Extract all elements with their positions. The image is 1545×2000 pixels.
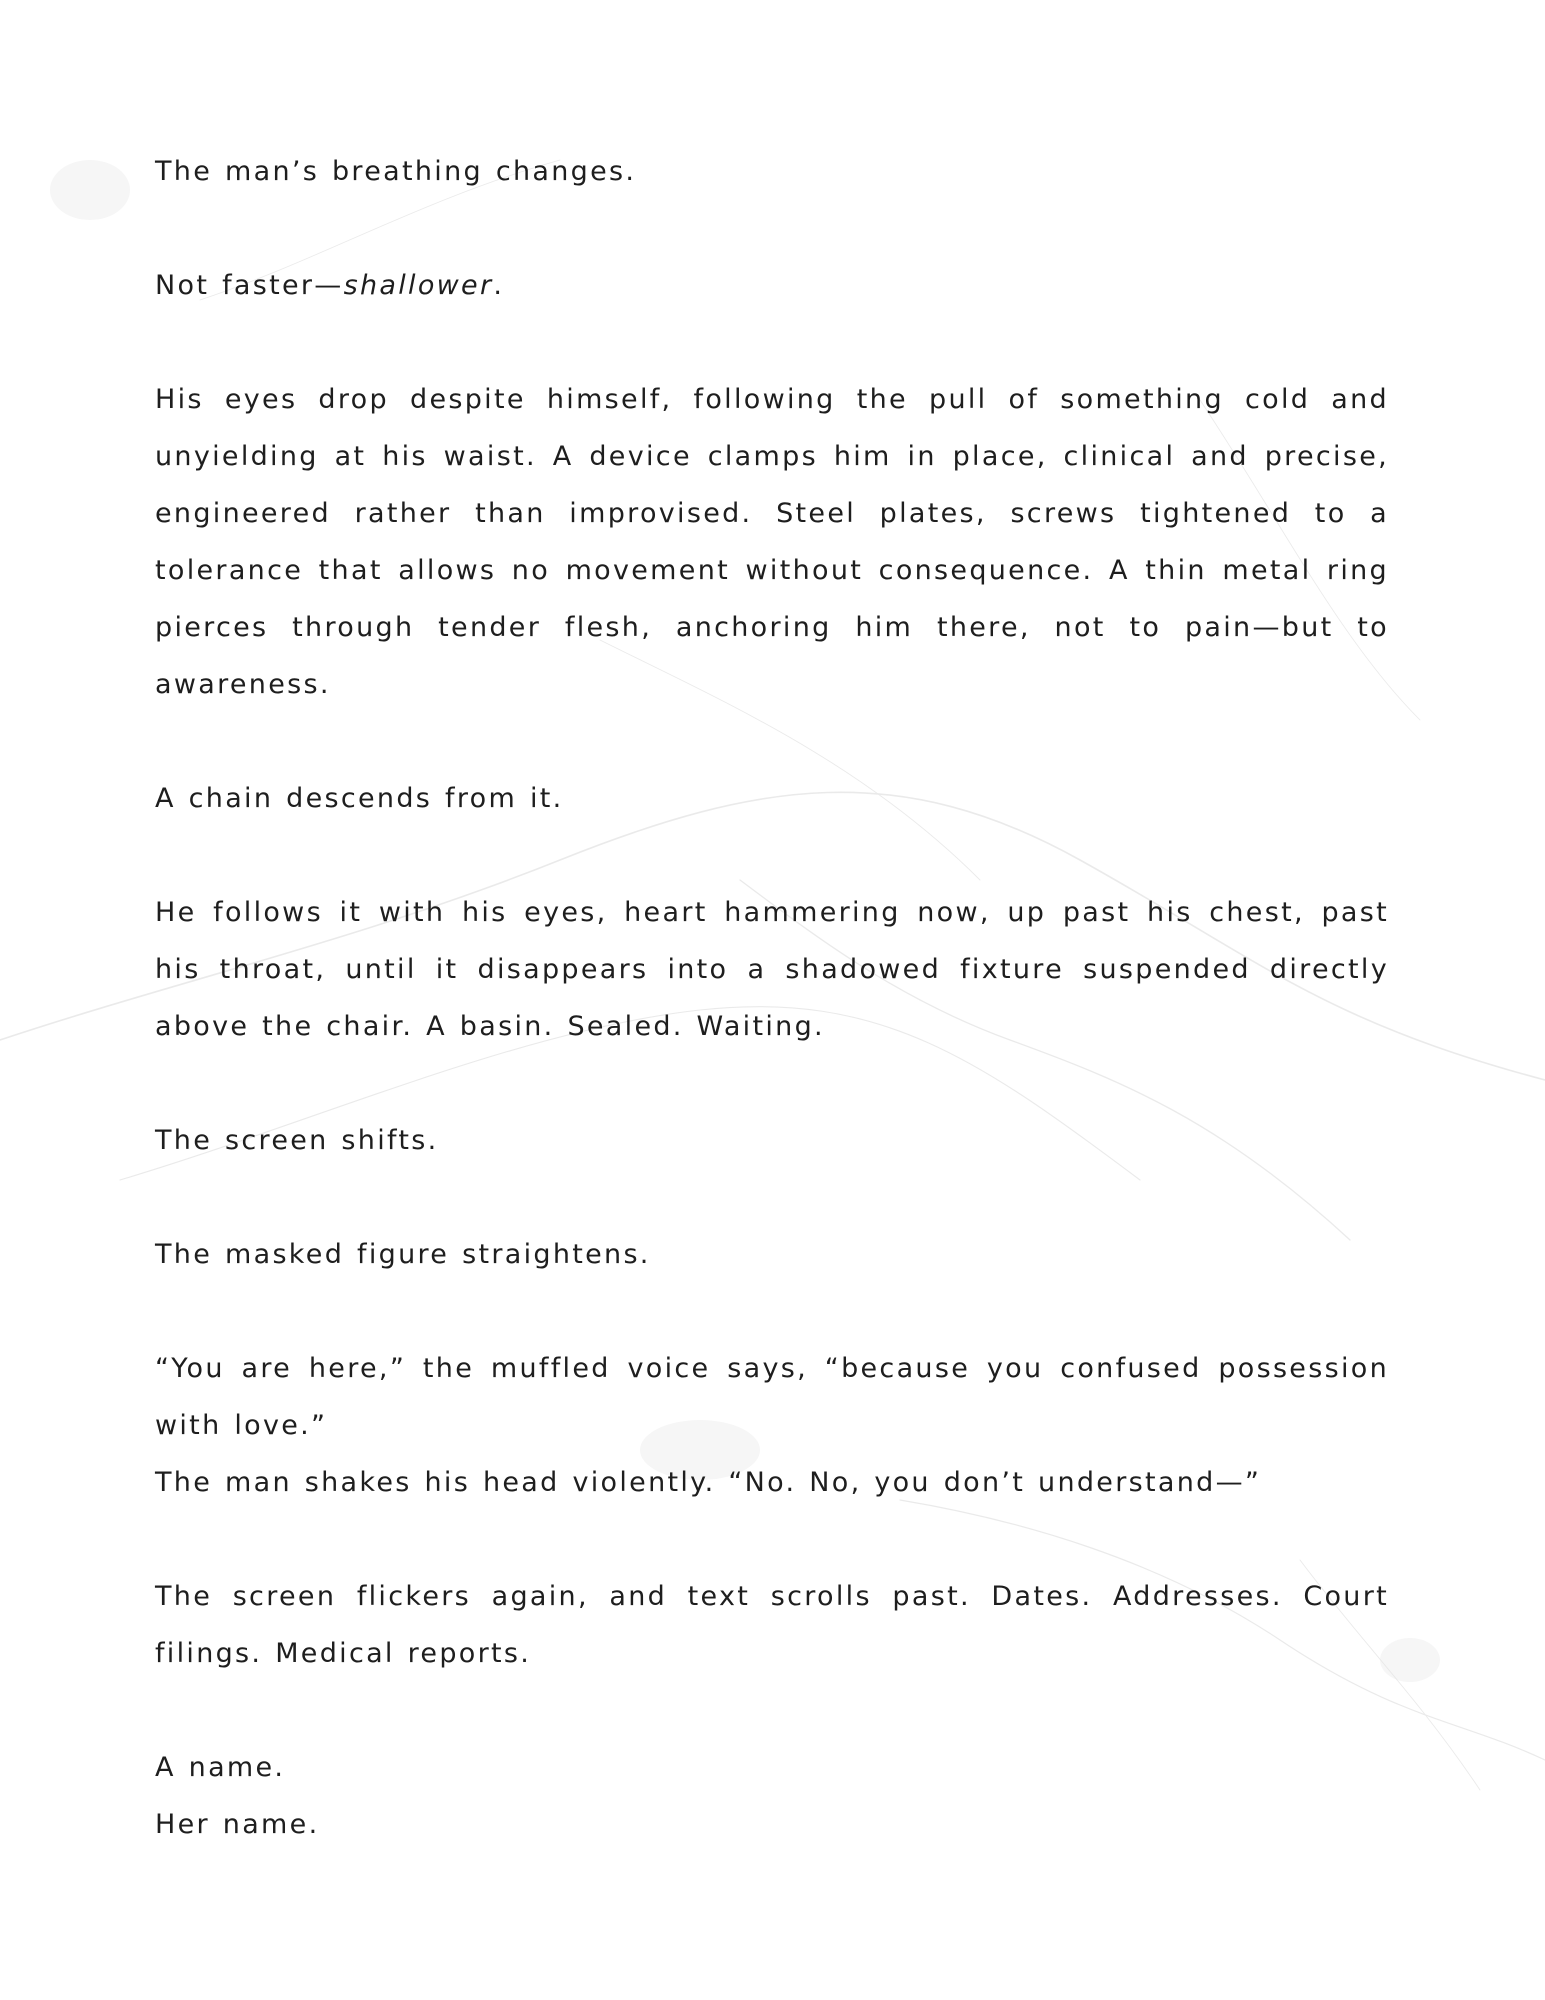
paragraph-not-faster-prefix: Not faster— bbox=[155, 270, 344, 301]
paragraph-device: His eyes drop despite himself, following the pull of something cold and unyielding at his waist. A device clamps him in place, clinical and precise, engineered rather than improvised. Steel plates, screws tightened to a tolerance that allows no movement without consequence. A thin metal ring pierces through tender flesh, anchoring him there, not to pain—but to awareness. bbox=[155, 384, 1389, 700]
paragraph-breathing: The man’s breathing changes. bbox=[155, 156, 637, 187]
paragraph-not-faster-suffix: . bbox=[493, 270, 505, 301]
paragraph-chain: A chain descends from it. bbox=[155, 783, 564, 814]
paragraph-masked-figure: The masked figure straightens. bbox=[155, 1239, 651, 1270]
document-body bbox=[155, 143, 1389, 1910]
paragraph-her-name: Her name. bbox=[155, 1809, 320, 1840]
paragraph-not-faster-emphasis: shallower bbox=[343, 270, 494, 301]
paragraph-shakes-head: The man shakes his head violently. “No. No, you don’t understand—” bbox=[155, 1467, 1262, 1498]
paragraph-you-are-here: “You are here,” the muffled voice says, “because you confused possession with love.” bbox=[155, 1353, 1389, 1441]
paragraph-follows: He follows it with his eyes, heart hammering now, up past his chest, past his throat, until it disappears into a shadowed fixture suspended directly above the chair. A basin. Sealed. Waiting. bbox=[155, 897, 1389, 1042]
paragraph-not-faster bbox=[155, 257, 1389, 314]
paragraph-screen-flickers: The screen flickers again, and text scrolls past. Dates. Addresses. Court filings. Medical reports. bbox=[155, 1581, 1389, 1669]
paragraph-screen-shifts: The screen shifts. bbox=[155, 1125, 439, 1156]
paragraph-a-name: A name. bbox=[155, 1752, 286, 1783]
